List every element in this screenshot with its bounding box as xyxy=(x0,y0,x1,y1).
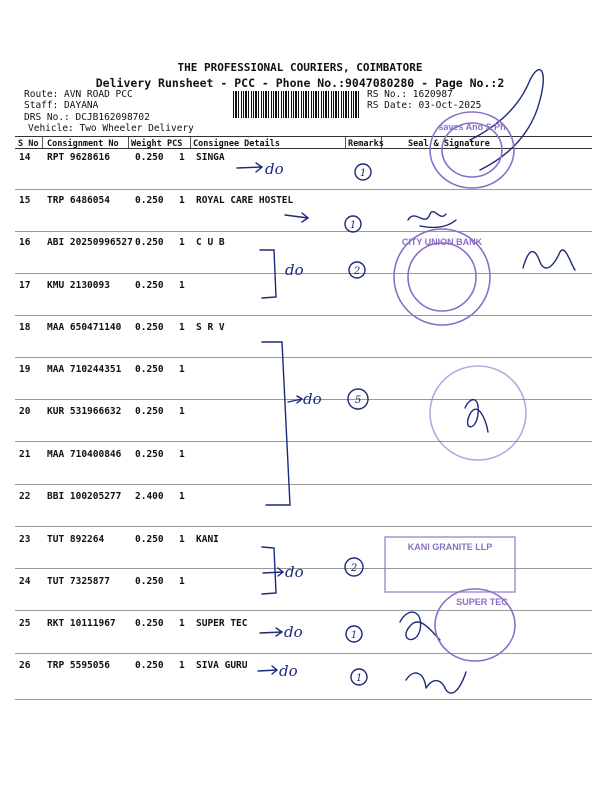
remark-circle xyxy=(355,164,371,180)
stamp-text: KANI GRANITE LLP xyxy=(407,542,493,552)
stamp-circle xyxy=(394,229,490,325)
cell-sno: 22 xyxy=(19,491,31,502)
remark-circle xyxy=(351,669,367,685)
cell-weight: 0.250 xyxy=(135,195,164,206)
cell-weight: 0.250 xyxy=(135,534,164,545)
rs-date-label: RS Date: 03-Oct-2025 xyxy=(367,100,482,111)
cell-consignment: MAA 650471140 xyxy=(47,322,122,333)
stamp-circle xyxy=(442,123,502,177)
cell-consignment: TUT 7325877 xyxy=(47,576,110,587)
column-header-consignment: Consignment No xyxy=(47,139,119,149)
remark-circle xyxy=(345,558,363,576)
stamp-circle xyxy=(435,589,515,661)
remark-value: 1 xyxy=(359,168,367,179)
handwritten-do: do xyxy=(284,623,303,641)
cell-weight: 0.250 xyxy=(135,618,164,629)
arrow-mark xyxy=(285,213,308,222)
arrow-mark xyxy=(237,163,262,172)
cell-sno: 26 xyxy=(19,660,31,671)
staff-label: Staff: DAYANA xyxy=(24,100,99,111)
row-rule xyxy=(15,189,592,190)
document-title: THE PROFESSIONAL COURIERS, COIMBATORE xyxy=(177,61,423,74)
handwritten-do: do xyxy=(265,160,284,178)
stamp-circle xyxy=(408,243,476,311)
cell-weight: 2.400 xyxy=(135,491,164,502)
cell-weight: 0.250 xyxy=(135,576,164,587)
document-subtitle: Delivery Runsheet - PCC - Phone No.:9047080280 - Page No.:2 xyxy=(95,76,505,90)
column-header-pcs: PCS xyxy=(167,139,183,149)
row-rule xyxy=(15,610,592,611)
cell-pcs: 1 xyxy=(179,280,185,291)
arrow-mark xyxy=(263,568,283,576)
rs-no-label: RS No.: 1620987 xyxy=(367,89,453,100)
row-rule xyxy=(15,399,592,400)
row-rule xyxy=(15,273,592,274)
cell-weight: 0.250 xyxy=(135,364,164,375)
stamp-text: saves And S Ph xyxy=(438,122,506,132)
remark-value: 1 xyxy=(350,630,358,641)
cell-sno: 25 xyxy=(19,618,31,629)
cell-pcs: 1 xyxy=(179,406,185,417)
handwritten-do: do xyxy=(285,261,304,279)
cell-weight: 0.250 xyxy=(135,660,164,671)
signature xyxy=(523,250,575,270)
cell-consignment: MAA 710400846 xyxy=(47,449,122,460)
column-header-sno: S No xyxy=(18,139,39,149)
cell-weight: 0.250 xyxy=(135,406,164,417)
signature xyxy=(406,672,466,693)
remark-circle xyxy=(346,626,362,642)
col-divider xyxy=(190,137,191,148)
cell-sno: 19 xyxy=(19,364,31,375)
route-label: Route: AVN ROAD PCC xyxy=(24,89,133,100)
cell-consignment: RKT 10111967 xyxy=(47,618,116,629)
column-header-remarks: Remarks xyxy=(348,139,384,149)
row-rule xyxy=(15,526,592,527)
cell-consignment: KUR 531966632 xyxy=(47,406,122,417)
handwritten-do: do xyxy=(285,563,304,581)
cell-consignment: KMU 2130093 xyxy=(47,280,110,291)
cell-consignment: TUT 892264 xyxy=(47,534,105,545)
cell-sno: 16 xyxy=(19,237,31,248)
cell-pcs: 1 xyxy=(179,152,185,163)
row-rule xyxy=(15,484,592,485)
cell-consignee: ROYAL CARE HOSTEL xyxy=(196,195,294,206)
signature xyxy=(465,400,488,432)
cell-pcs: 1 xyxy=(179,449,185,460)
remark-circle xyxy=(345,216,361,232)
col-divider xyxy=(128,137,129,148)
cell-weight: 0.250 xyxy=(135,280,164,291)
bracket-mark xyxy=(262,547,276,594)
cell-sno: 18 xyxy=(19,322,31,333)
cell-pcs: 1 xyxy=(179,322,185,333)
signature xyxy=(408,212,456,228)
cell-consignment: TRP 5595056 xyxy=(47,660,110,671)
cell-pcs: 1 xyxy=(179,618,185,629)
cell-sno: 24 xyxy=(19,576,31,587)
remark-circle xyxy=(349,262,365,278)
cell-consignee: SINGA xyxy=(196,152,225,163)
cell-consignment: MAA 710244351 xyxy=(47,364,122,375)
arrow-mark xyxy=(260,628,282,636)
row-rule xyxy=(15,231,592,232)
cell-consignee: SIVA GURU xyxy=(196,660,248,671)
cell-weight: 0.250 xyxy=(135,322,164,333)
handwritten-do: do xyxy=(303,390,322,408)
cell-sno: 20 xyxy=(19,406,31,417)
row-rule xyxy=(15,568,592,569)
table-top-rule xyxy=(15,136,592,137)
stamp-text: CITY UNION BANK xyxy=(401,237,483,247)
remark-value: 1 xyxy=(355,673,363,684)
remark-value: 5 xyxy=(354,395,362,406)
drs-label: DRS No.: DCJB162098702 xyxy=(24,112,150,123)
cell-consignment: BBI 100205277 xyxy=(47,491,122,502)
stamp-rectangle xyxy=(385,537,515,592)
row-rule xyxy=(15,315,592,316)
cell-sno: 15 xyxy=(19,195,31,206)
column-header-consignee: Consignee Details xyxy=(193,139,280,149)
cell-consignee: C U B xyxy=(196,237,225,248)
cell-weight: 0.250 xyxy=(135,152,164,163)
cell-consignment: ABI 20250996527 xyxy=(47,237,133,248)
cell-weight: 0.250 xyxy=(135,237,164,248)
remark-value: 1 xyxy=(349,220,357,231)
cell-consignee: SUPER TEC xyxy=(196,618,248,629)
cell-pcs: 1 xyxy=(179,195,185,206)
cell-pcs: 1 xyxy=(179,364,185,375)
cell-pcs: 1 xyxy=(179,534,185,545)
stamp-text: SUPER TEC xyxy=(456,597,508,607)
row-rule xyxy=(15,441,592,442)
col-divider xyxy=(42,137,43,148)
handwritten-do: do xyxy=(279,662,298,680)
cell-consignment: RPT 9628616 xyxy=(47,152,110,163)
stamp-circle xyxy=(430,366,526,460)
arrow-mark xyxy=(258,666,277,674)
remark-value: 2 xyxy=(353,266,361,277)
signature xyxy=(400,612,440,640)
cell-weight: 0.250 xyxy=(135,449,164,460)
bracket-mark xyxy=(262,342,290,505)
row-rule xyxy=(15,699,592,700)
column-header-weight: Weight xyxy=(131,139,162,149)
cell-consignee: KANI xyxy=(196,534,219,545)
row-rule xyxy=(15,653,592,654)
cell-sno: 23 xyxy=(19,534,31,545)
cell-consignee: S R V xyxy=(196,322,225,333)
row-rule xyxy=(15,357,592,358)
cell-pcs: 1 xyxy=(179,576,185,587)
stamp-circle xyxy=(430,112,514,188)
cell-consignment: TRP 6486054 xyxy=(47,195,110,206)
remark-value: 2 xyxy=(350,563,358,574)
cell-sno: 21 xyxy=(19,449,31,460)
cell-pcs: 1 xyxy=(179,660,185,671)
cell-pcs: 1 xyxy=(179,491,185,502)
barcode xyxy=(233,91,361,118)
cell-pcs: 1 xyxy=(179,237,185,248)
bracket-mark xyxy=(260,250,276,298)
column-header-seal: Seal & Signature xyxy=(408,139,490,149)
col-divider xyxy=(345,137,346,148)
cell-sno: 17 xyxy=(19,280,31,291)
vehicle-label: Vehicle: Two Wheeler Delivery xyxy=(28,123,194,134)
cell-sno: 14 xyxy=(19,152,31,163)
